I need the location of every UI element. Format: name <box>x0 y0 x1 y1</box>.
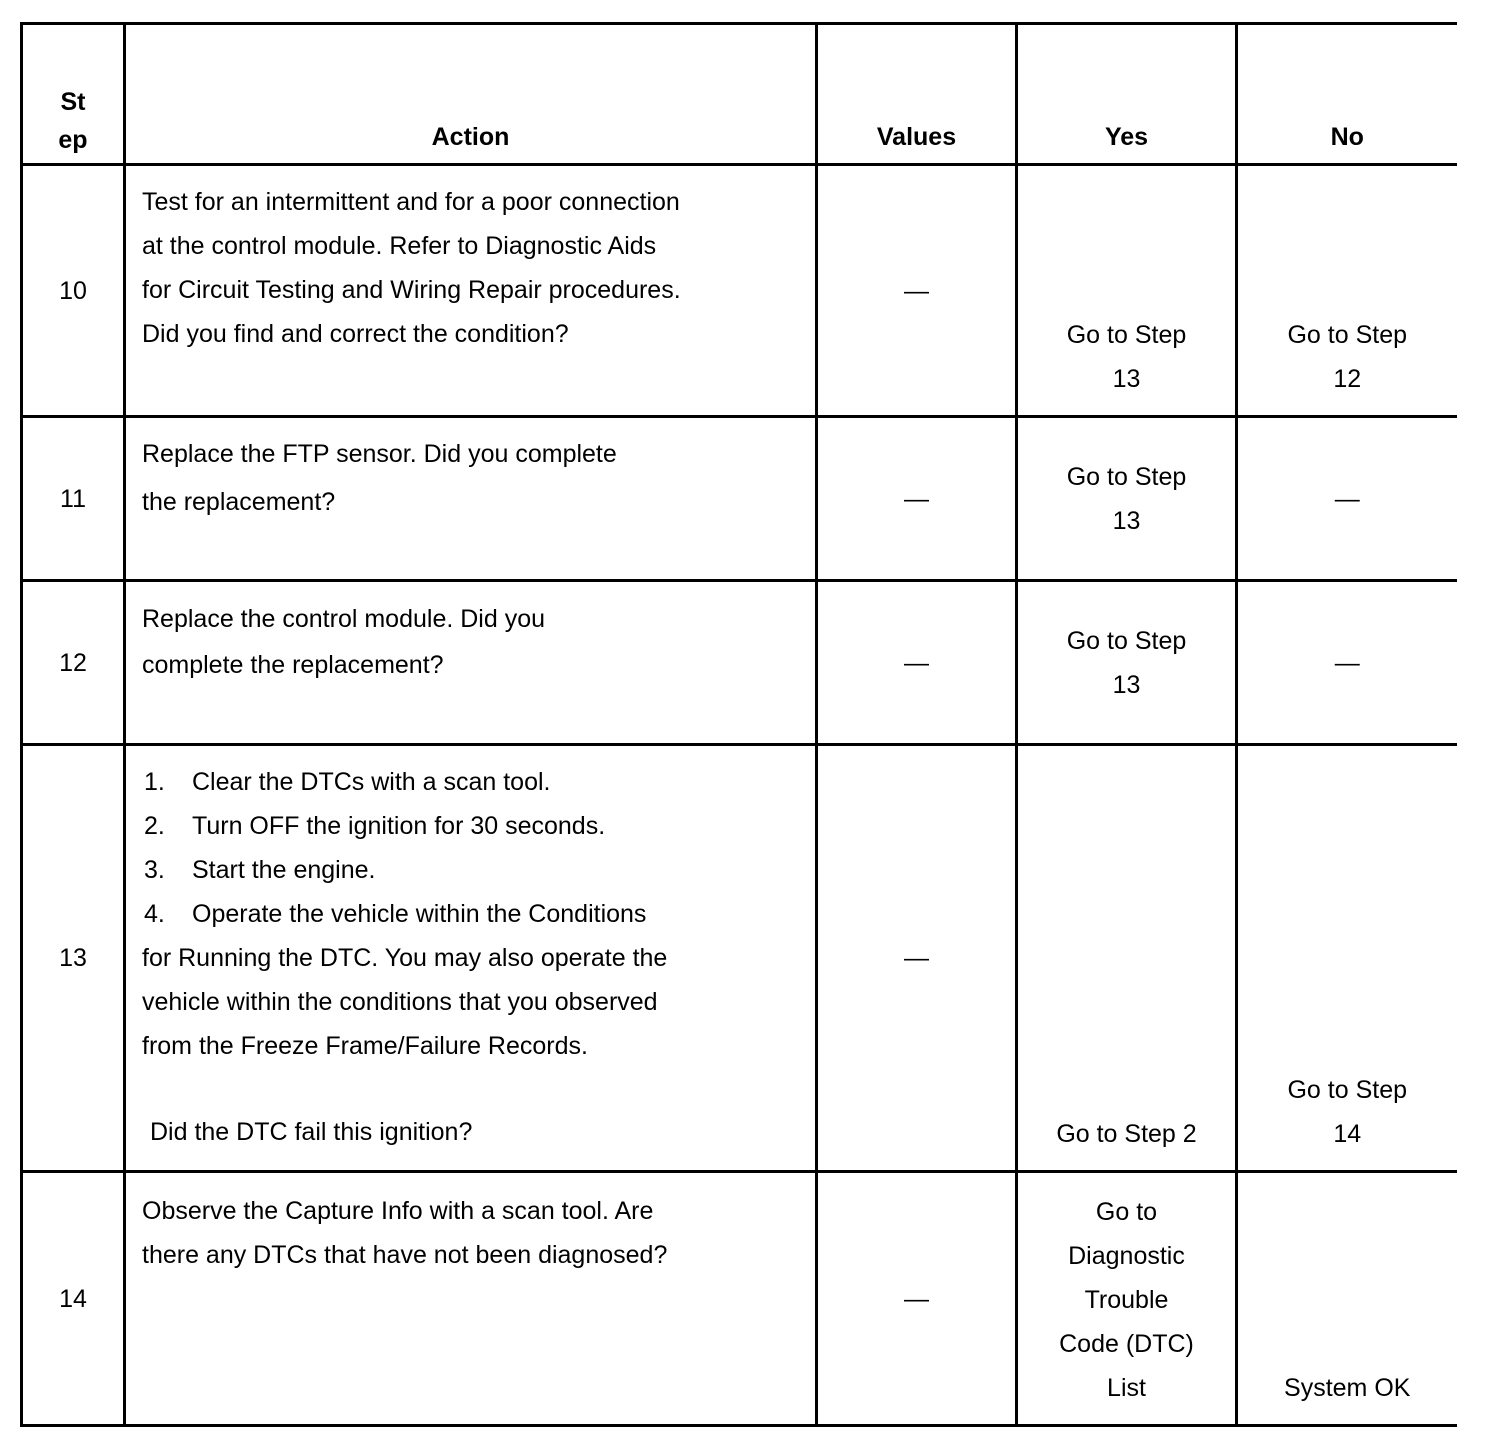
yes-cell: Go to Step 13 <box>1017 581 1237 745</box>
action-cell: 1. Clear the DTCs with a scan tool. 2. Turn OFF the ignition for 30 seconds. 3. Start the engine. 4. Operate the vehicle within the Conditions for Running the DTC. You may also operate the vehicle within the conditions that you observed from the Freeze Frame/Failure Records. Did the DTC fail this ignition? <box>125 745 817 1172</box>
step-number: 12 <box>22 581 125 745</box>
values-cell: — <box>817 581 1017 745</box>
table-row-step-10 <box>22 165 1457 417</box>
header-values: Values <box>817 24 1017 165</box>
yes-cell: Go to Step 13 <box>1017 417 1237 581</box>
values-cell: — <box>817 1172 1017 1426</box>
no-cell: — <box>1237 417 1457 581</box>
header-row <box>22 24 1457 165</box>
table-row-step-14 <box>22 1172 1457 1426</box>
no-cell: System OK <box>1237 1172 1457 1426</box>
step-number: 11 <box>22 417 125 581</box>
diagnostic-table <box>20 22 1457 1427</box>
list-item: 4. Operate the vehicle within the Conditions <box>144 900 647 928</box>
action-cell: Replace the FTP sensor. Did you complete the replacement? <box>125 417 817 581</box>
no-cell: — <box>1237 581 1457 745</box>
action-cell: Test for an intermittent and for a poor connection at the control module. Refer to Diagnostic Aids for Circuit Testing and Wiring Repair procedures. Did you find and correct the condition? <box>125 165 817 417</box>
no-cell: Go to Step 14 <box>1237 745 1457 1172</box>
table-row-step-13 <box>22 745 1457 1172</box>
step-number: 10 <box>22 165 125 417</box>
values-cell: — <box>817 165 1017 417</box>
table-row-step-11 <box>22 417 1457 581</box>
list-item: 1. Clear the DTCs with a scan tool. <box>144 768 551 796</box>
yes-cell: Go to Step 13 <box>1017 165 1237 417</box>
yes-cell: Go to Step 2 <box>1017 745 1237 1172</box>
yes-cell: Go to Diagnostic Trouble Code (DTC) List <box>1017 1172 1237 1426</box>
header-no: No <box>1237 24 1457 165</box>
header-yes: Yes <box>1017 24 1237 165</box>
list-item: 2. Turn OFF the ignition for 30 seconds. <box>144 812 606 840</box>
header-step: St ep <box>22 24 125 165</box>
no-cell: Go to Step 12 <box>1237 165 1457 417</box>
list-item: 3. Start the engine. <box>144 856 376 884</box>
header-action: Action <box>125 24 817 165</box>
table-row-step-12 <box>22 581 1457 745</box>
step-number: 14 <box>22 1172 125 1426</box>
action-cell: Observe the Capture Info with a scan tool. Are there any DTCs that have not been diagnosed? <box>125 1172 817 1426</box>
step-number: 13 <box>22 745 125 1172</box>
action-cell: Replace the control module. Did you complete the replacement? <box>125 581 817 745</box>
values-cell: — <box>817 745 1017 1172</box>
values-cell: — <box>817 417 1017 581</box>
